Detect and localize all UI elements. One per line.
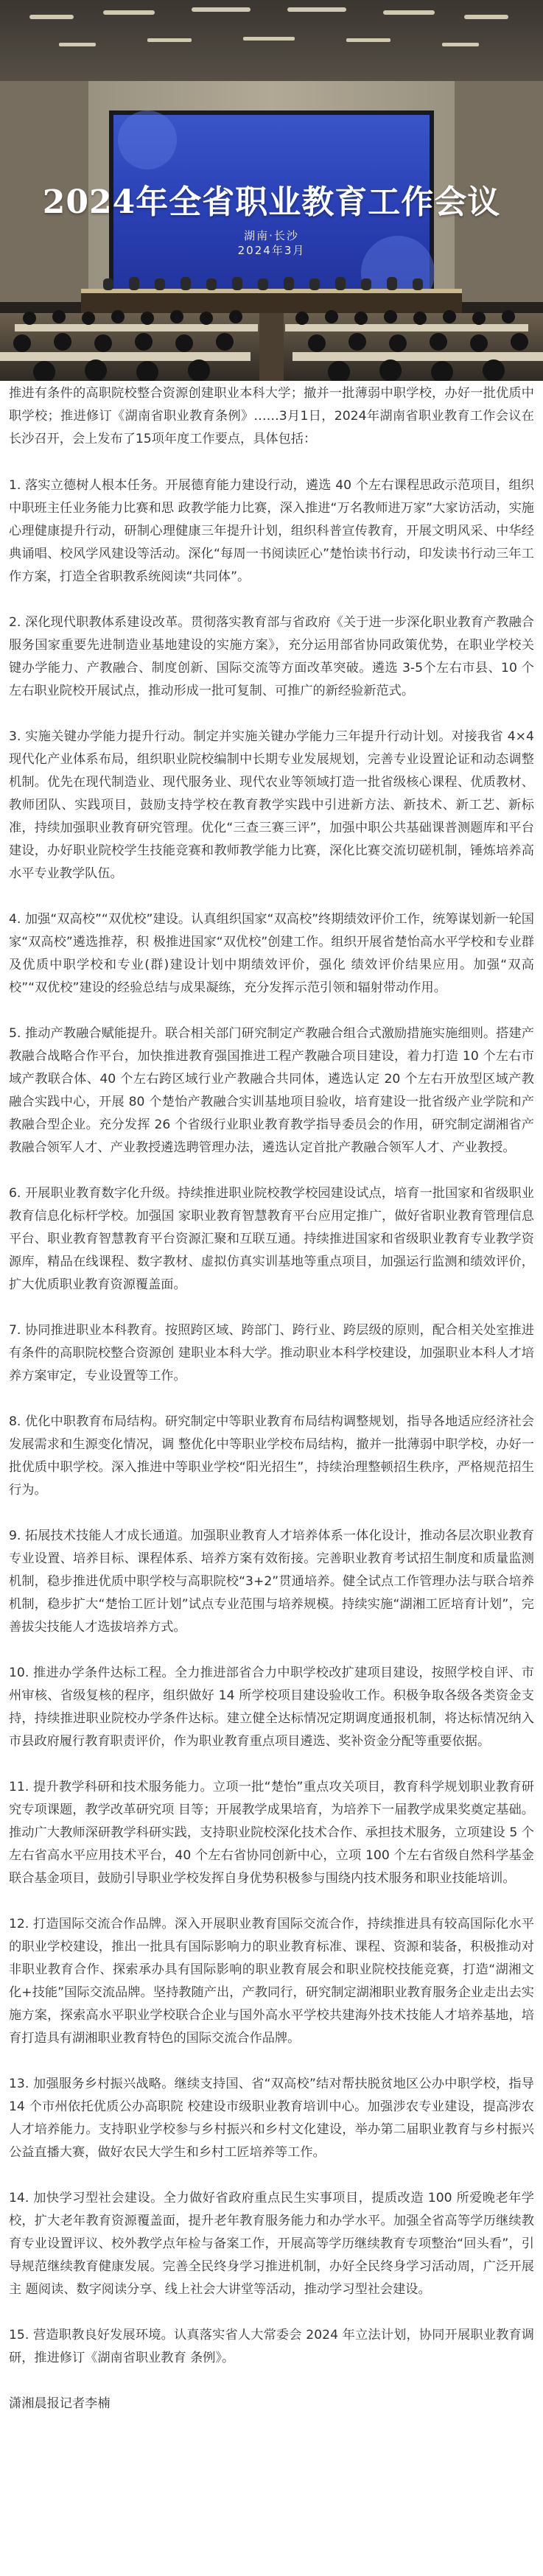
banner-location: 湖南·长沙 (244, 229, 299, 242)
conference-photo (0, 0, 543, 381)
work-point-10: 10. 推进办学条件达标工程。全力推进部省合力中职学校改扩建项目建设，按照学校自评、市州审核、省级复核的程序，组织做好 14 所学校项目建设验收工作。积极争取各级各类资金支持，持续推进职业院校办学条件达标。建立健全达标情况定期调度通报机制，将达标情况纳入市县政府履行教育职责评价，作为职业教育重点项目遴选、奖补资金分配等重要依据。 (9, 1666, 534, 1749)
article-body (0, 382, 543, 2415)
intro-paragraph: 推进有条件的高职院校整合资源创建职业本科大学；撤并一批薄弱中职学校，办好一批优质中职学校；推进修订《湖南省职业教育条例》……3月1日，2024年湖南省职业教育工作会议在长沙召开，会上发布了15项年度工作要点，具体包括： (9, 386, 534, 446)
work-point-7: 7. 协同推进职业本科教育。按照跨区域、跨部门、跨行业、跨层级的原则，配合相关处室推进有条件的高职院校整合资源创 建职业本科大学。推动职业本科学校建设，加强职业本科人才培养方案审定，专业设置等工作。 (9, 1323, 534, 1383)
reporter-byline: 潇湘晨报记者李楠 (9, 2396, 111, 2411)
work-point-4: 4. 加强“双高校”“双优校”建设。认真组织国家“双高校”终期绩效评价工作，统筹谋划新一轮国家“双高校”遴选推荐，积 极推进国家“双优校”创建工作。组织开展省楚怡高水平学校和专业群及优质中职学校和专业(群)建设计划中期绩效评价，强化 绩效评价结果应用。加强“双高校”“双优校”建设的经验总结与成果凝练，充分发挥示范引领和辐射带动作用。 (9, 912, 534, 995)
banner-caption (0, 228, 543, 258)
work-point-11: 11. 提升教学科研和技术服务能力。立项一批“楚怡”重点攻关项目，教育科学规划职业教育研究专项课题，教学改革研究项 目等；开展教学成果培育，为培养下一届教学成果奖奠定基础。推动广大教师深研教学科研实践，支持职业院校深化技术合作、承担技术服务，立项建设 5 个左右省高水平应用技术平台，40 个左右省协同创新中心，立项 100 个左右省级自然科学基金联合基金项目，鼓励引导职业学校发挥自身优势积极参与围绕内技术服务和职业技能培训。 (9, 1780, 534, 1886)
banner-title: 2024年全省职业教育工作会议 (42, 183, 501, 221)
work-point-9: 9. 拓展技术技能人才成长通道。加强职业教育人才培养体系一体化设计，推动各层次职业教育专业设置、培养目标、课程体系、培养方案有效衔接。完善职业教育考试招生制度和质量监测机制，稳步推进优质中职学校与高职院校“3+2”贯通培养。健全试点工作管理办法与联合培养机制，稳步扩大“楚怡工匠计划”试点专业范围与培养规模。持续实施“湖湘工匠培育计划”，完善拔尖技能人才选拔培养方式。 (9, 1529, 534, 1635)
work-point-2: 2. 深化现代职教体系建设改革。贯彻落实教育部与省政府《关于进一步深化职业教育产教融合 服务国家重要先进制造业基地建设的实施方案》，充分运用部省协同政策优势，在职业学校关键办学能力、产教融合、制度创新、国际交流等方面改革突破。遴选 3-5个左右市县、10 个左右职业院校开展试点，推动形成一批可复制、可推广的新经验新范式。 (9, 615, 534, 698)
work-point-3: 3. 实施关键办学能力提升行动。制定并实施关键办学能力三年提升行动计划。对接我省 4×4 现代化产业体系布局，组织职业院校编制中长期专业发展规划，完善专业设置论证和动态调整机制。优先在现代制造业、现代服务业、现代农业等领域打造一批省级核心课程、优质教材、教师团队、实践项目，鼓励支持学校在教育教学实践中引进新方法、新技术、新工艺、新标准，持续加强职业教育研究管理。优化“三查三赛三评”，加强中职公共基础课普测题库和平台建设，办好职业院校学生技能竞赛和教师教学能力比赛，深化比赛交流切磋机制，锤炼培养高水平专业教学队伍。 (9, 729, 534, 881)
work-point-5: 5. 推动产教融合赋能提升。联合相关部门研究制定产教融合组合式激励措施实施细则。搭建产教融合战略合作平台，加快推进教育强国推进工程产教融合项目建设，着力打造 10 个左右市域产教联合体、40 个左右跨区域行业产教融合共同体，遴选认定 20 个左右开放型区域产教融合实践中心，开展 80 个楚怡产教融合实训基地项目验收，培育建设一批省级产业学院和产教融合型企业。充分发挥 26 个省级行业职业教育教学指导委员会的作用，研究制定湖湘省产教融合领军人才、产业教授遴选聘管理办法，遴选认定首批产教融合领军人才、产业教授。 (9, 1026, 534, 1155)
work-point-8: 8. 优化中职教育布局结构。研究制定中等职业教育布局结构调整规划，指导各地适应经济社会发展需求和生源变化情况，调 整优化中等职业学校布局结构，撤并一批薄弱中职学校，办好一批优质中职学校。深入推进中等职业学校“阳光招生”，持续治理整顿招生秩序，严格规范招生行为。 (9, 1414, 534, 1498)
work-point-12: 12. 打造国际交流合作品牌。深入开展职业教育国际交流合作，持续推进具有较高国际化水平的职业学校建设，推出一批具有国际影响力的职业教育标准、课程、资源和装备，积极推动对非职业教育合作、探索承办具有国际影响的职业教育展会和职业院校技能竞赛，打造“湖湘文化+技能”国际交流品牌。坚持教随产出，产教同行，研究制定湖湘职业教育服务企业走出去实施方案，探索高水平职业学校联合企业与国外高水平学校共建海外技术技能人才培养基地，培育打造具有湖湘职业教育特色的国际交流合作品牌。 (9, 1917, 534, 2046)
work-point-14: 14. 加快学习型社会建设。全力做好省政府重点民生实事项目，提质改造 100 所爱晚老年学校，扩大老年教育资源覆盖面，提升老年教育服务能力和办学水平。加强全省高等学历继续教育专业设置评议、校外教学点年检与备案工作，开展高等学历继续教育专项整治“回头看”，引导规范继续教育健康发展。完善全民终身学习推进机制，办好全民终身学习活动周，广泛开展主 题阅读、数字阅读分享、线上社会大讲堂等活动，推动学习型社会建设。 (9, 2191, 534, 2297)
work-point-15: 15. 营造职教良好发展环境。认真落实省人大常委会 2024 年立法计划，协同开展职业教育调研，推进修订《湖南省职业教育 条例》。 (9, 2328, 534, 2365)
work-point-6: 6. 开展职业教育数字化升级。持续推进职业院校教学校园建设试点，培育一批国家和省级职业教育信息化标杆学校。加强国 家职业教育智慧教育平台应用定推广，做好省职业教育管理信息平台、职业教育智慧教育平台资源汇聚和互联互通。持续推进国家和省级职业教育专业教学资源库，精品在线课程、数字教材、虚拟仿真实训基地等重点项目，加强运行监测和绩效评价，扩大优质职业教育资源覆盖面。 (9, 1186, 534, 1292)
banner-date: 2024年3月 (237, 244, 306, 257)
work-point-1: 1. 落实立德树人根本任务。开展德育能力建设行动，遴选 40 个左右课程思政示范项目，组织中职班主任业务能力比赛和思 政教学能力比赛，深入推进“万名教师进万家”大家访活动，实施心理健康提升行动，研制心理健康三年提升计划，组织科普宣传教育，开展文明风采、中华经典诵唱、校风学风建设等活动。深化“每周一书阅读匠心”楚怡读书行动，印发读书行动三年工作方案，打造全省职教系统阅读“共同体”。 (9, 478, 534, 584)
work-point-13: 13. 加强服务乡村振兴战略。继续支持国、省“双高校”结对帮扶脱贫地区公办中职学校，指导 14 个市州依托优质公办高职院 校建设市级职业教育培训中心。加强涉农专业建设，提高涉农人才培养能力。支持职业学校参与乡村振兴和乡村文化建设，举办第二届职业教育与乡村振兴公益直播大赛，做好农民大学生和乡村工匠培养等工作。 (9, 2077, 534, 2160)
